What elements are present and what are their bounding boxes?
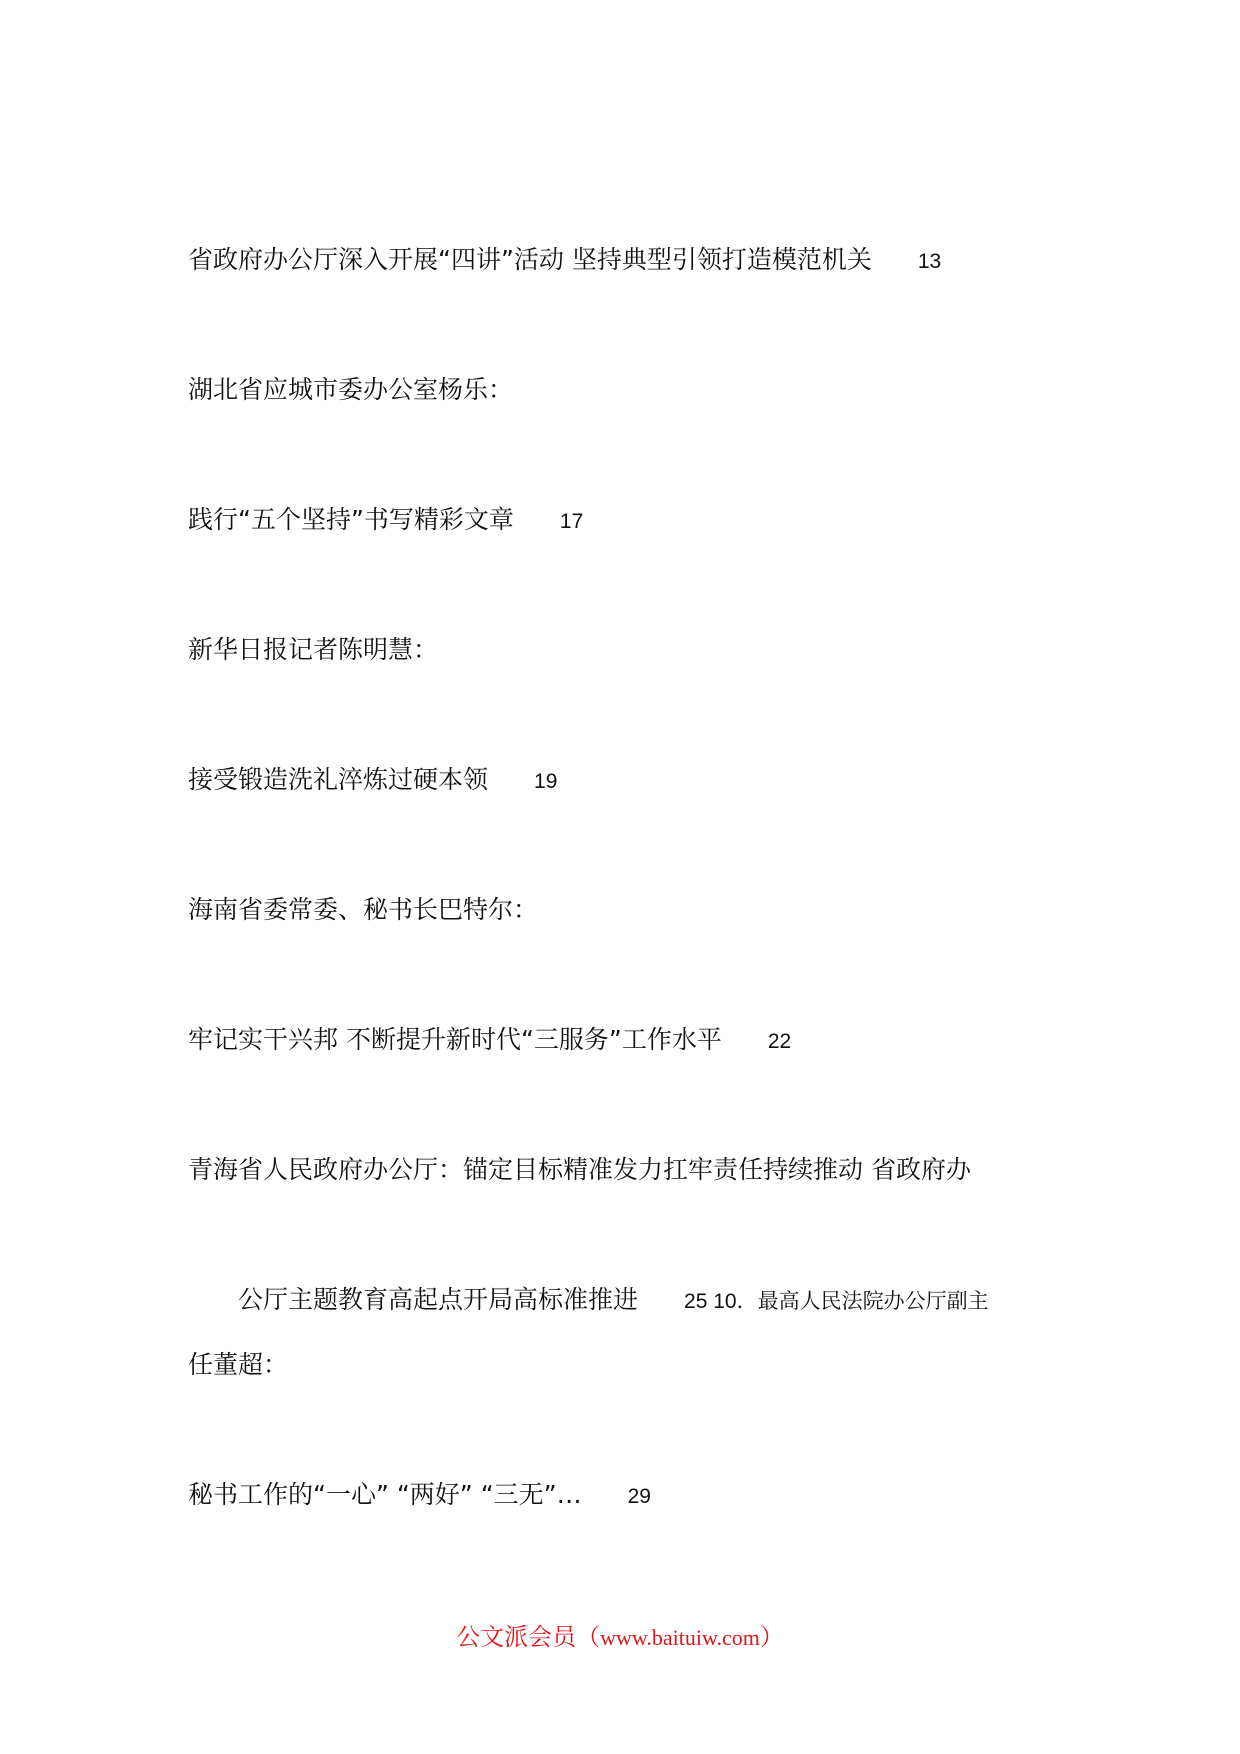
toc-entry — [188, 1025, 791, 1057]
toc-entry-title: 任董超： — [188, 1350, 289, 1379]
toc-entry — [238, 1285, 989, 1317]
toc-entry-title: 践行“五个坚持”书写精彩文章 — [188, 505, 514, 534]
toc-entry — [188, 1155, 971, 1185]
toc-entry — [188, 765, 557, 797]
toc-entry — [188, 1480, 651, 1512]
toc-entry-title: 牢记实干兴邦 不断提升新时代“三服务”工作水平 — [188, 1025, 722, 1054]
toc-entry-title: 接受锻造洗礼淬炼过硬本领 — [188, 765, 489, 794]
toc-entry-title: 省政府办公厅深入开展“四讲”活动 坚持典型引领打造模范机关 — [188, 245, 872, 274]
toc-entry-title: 海南省委常委、秘书长巴特尔： — [188, 895, 539, 924]
toc-entry-title: 新华日报记者陈明慧： — [188, 635, 439, 664]
footer-url[interactable]: www.baituiw.com — [600, 1625, 760, 1650]
toc-entry-page: 17 — [559, 510, 584, 533]
toc-entry-title: 秘书工作的“一心” “两好” “三无”… — [188, 1480, 582, 1509]
toc-entry — [188, 245, 941, 277]
toc-entry-title: 青海省人民政府办公厅：锚定目标精准发力扛牢责任持续推动 省政府办 — [188, 1155, 971, 1184]
toc-entry — [188, 635, 438, 665]
toc-entry — [188, 505, 583, 537]
toc-entry-title: 公厅主题教育高起点开局高标准推进 — [238, 1285, 639, 1314]
toc-entry-page: 19 — [534, 770, 558, 793]
toc-entry-page: 22 — [767, 1030, 792, 1053]
toc-entry — [188, 375, 513, 405]
footer-label: 公文派会员（ — [456, 1623, 601, 1651]
toc-entry — [188, 1350, 288, 1380]
footer-watermark — [0, 1622, 1240, 1653]
toc-entry-page: 29 — [627, 1485, 651, 1508]
toc-entry-title: 湖北省应城市委办公室杨乐： — [188, 375, 514, 404]
toc-entry — [188, 895, 538, 925]
toc-entry-page: 13 — [917, 250, 942, 273]
footer-close: ） — [759, 1623, 784, 1651]
toc-entry-page: 25 10．最高人民法院办公厅副主 — [684, 1290, 989, 1313]
